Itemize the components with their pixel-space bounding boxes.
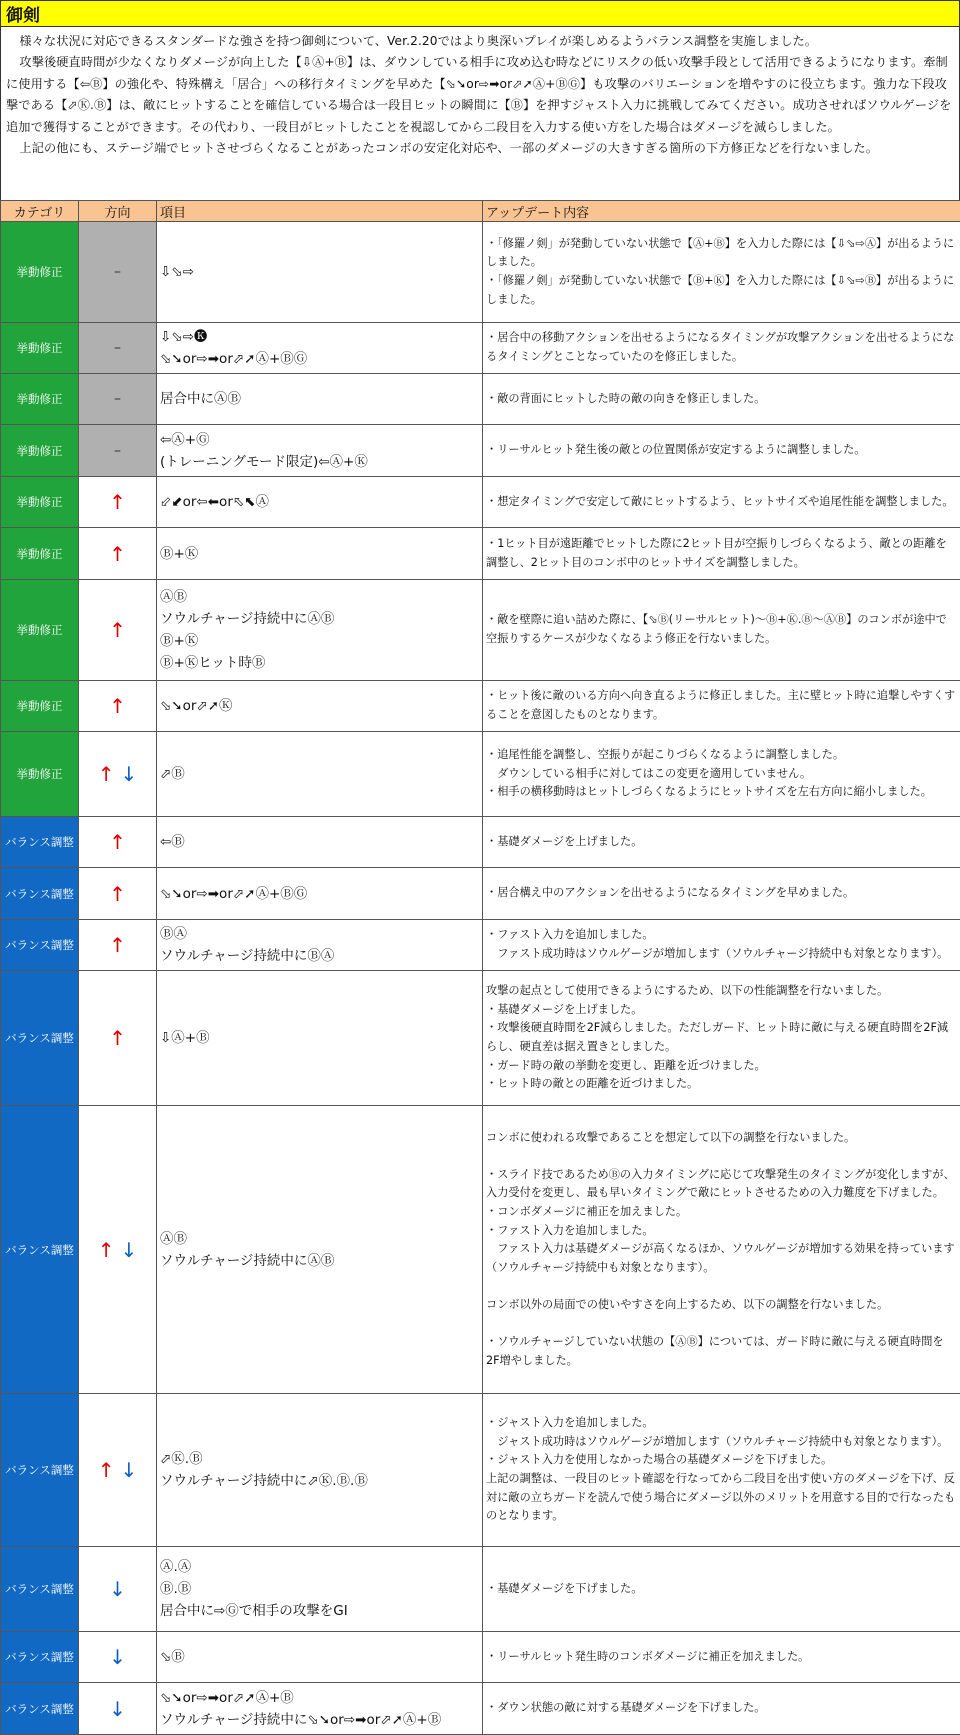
content-line: ・「修羅ノ剣」が発動していない状態で【Ⓐ+Ⓑ】を入力した際には【⇩⬂⇨Ⓐ】が出るようにしました。 (486, 236, 955, 269)
direction-cell (79, 1547, 157, 1632)
content-line: ・「修羅ノ剣」が発動していない状態で【Ⓑ+Ⓚ】を入力した際には【⇩⬂⇨Ⓑ】が出るようにしました。 (486, 274, 955, 306)
category-cell: 挙動修正 (1, 580, 79, 681)
category-cell: バランス調整 (1, 971, 79, 1106)
item-line: ⇦Ⓐ+Ⓖ (160, 431, 210, 448)
arrow-up-icon: ↑ (109, 694, 126, 718)
item-line: ソウルチャージ持続中にⒷⒶ (160, 948, 335, 964)
content-line: ・敵を壁際に追い詰めた際に、【⬂Ⓑ(リーサルヒット)〜Ⓑ+Ⓚ.Ⓑ〜ⒶⒷ】のコンボが途中で空振りするケースが少なくなるよう修正を行ないました。 (486, 613, 947, 645)
content-cell (483, 1394, 960, 1547)
table-row (1, 971, 960, 1106)
direction-cell (79, 1394, 157, 1547)
arrow-down-icon: ↓ (109, 1696, 126, 1721)
item-line: 居合中にⒶⒷ (160, 391, 241, 407)
content-cell (483, 528, 960, 580)
content-line: ・1ヒット目が遠距離でヒットした際に2ヒット目が空振りしづらくなるよう、敵との距離を調整し、2ヒット目のコンボ中のヒットサイズを調整しました。 (486, 536, 947, 569)
item-line: ⒷⒶ (160, 926, 187, 942)
table-row (1, 681, 960, 732)
content-line: ・基礎ダメージを下げました。 (486, 1581, 643, 1595)
content-line: ・ファスト入力を追加しました。 (486, 1223, 654, 1237)
content-line: ・ソウルチャージしていない状態の【ⒶⒷ】については、ガード時に敵に与える硬直時間を2F増やしました。 (486, 1335, 944, 1367)
header-content: アップデート内容 (483, 201, 960, 222)
arrow-down-icon: ↓ (120, 1237, 138, 1262)
direction-cell (79, 477, 157, 528)
arrow-up-icon: ↑ (97, 1458, 115, 1482)
category-cell: 挙動修正 (1, 681, 79, 732)
item-line: ⒶⒷ (160, 1230, 187, 1247)
item-line: Ⓑ+Ⓚ (160, 545, 199, 562)
content-line: ・コンボダメージに補正を加えました。 (486, 1205, 688, 1219)
item-cell (157, 477, 483, 528)
item-cell (157, 971, 483, 1106)
intro-paragraph: 様々な状況に対応できるスタンダードな強さを持つ御剣について、Ver.2.20ではより奥深いプレイが楽しめるようバランス調整を実施しました。 (19, 34, 818, 48)
content-cell (483, 580, 960, 681)
category-cell: バランス調整 (1, 868, 79, 920)
table-row (1, 1106, 960, 1394)
content-line: ・リーサルヒット発生後の敵との位置関係が安定するように調整しました。 (486, 443, 866, 457)
content-line: ダウンしている相手に対してはこの変更を適用していません。 (486, 766, 812, 780)
direction-cell (79, 528, 157, 580)
content-line: ・ガード時の敵の挙動を変更し、距離を近づけました。 (486, 1058, 766, 1072)
header-direction: 方向 (79, 201, 157, 222)
table-row (1, 222, 960, 323)
content-line: ・基礎ダメージを上げました。 (486, 834, 643, 848)
header-category: カテゴリ (1, 201, 79, 222)
table-row (1, 580, 960, 681)
content-cell (483, 222, 960, 323)
direction-cell (79, 868, 157, 920)
arrow-up-icon: ↑ (97, 1237, 115, 1262)
content-line: ファスト入力は基礎ダメージが高くなるほか、ソウルゲージが増加する効果を持っています（ソウルチャージ持続中も対象となります）。 (486, 1242, 955, 1274)
item-cell (157, 374, 483, 425)
item-line: ⬂➘or⇨➡or⬀➚Ⓐ+Ⓑ (160, 1689, 294, 1706)
item-cell (157, 1547, 483, 1632)
content-cell (483, 1632, 960, 1683)
item-line: ⬂➘or⬀➚Ⓚ (160, 698, 233, 714)
content-cell (483, 323, 960, 374)
table-body (1, 222, 960, 1735)
arrow-down-icon: ↓ (109, 1577, 126, 1601)
direction-cell (79, 817, 157, 868)
category-cell: 挙動修正 (1, 222, 79, 323)
table-row (1, 1683, 960, 1735)
table-row (1, 425, 960, 477)
direction-cell (79, 1106, 157, 1394)
content-line: ・ヒット時の敵との距離を近づけました。 (486, 1077, 699, 1091)
item-cell (157, 1106, 483, 1394)
arrow-up-icon: ↑ (109, 541, 126, 566)
table-row (1, 528, 960, 580)
item-line: ⇩⬂⇨ (160, 264, 194, 280)
category-cell: バランス調整 (1, 817, 79, 868)
content-cell (483, 681, 960, 732)
table-row (1, 1547, 960, 1632)
intro-section (0, 27, 960, 200)
arrow-up-icon: ↑ (109, 618, 126, 642)
direction-cell (79, 732, 157, 817)
item-cell (157, 425, 483, 477)
arrow-down-icon: ↓ (109, 1645, 126, 1669)
content-line: コンボ以外の局面での使いやすさを向上するため、以下の調整を行ないました。 (486, 1297, 889, 1311)
category-cell: 挙動修正 (1, 528, 79, 580)
direction-cell: – (79, 425, 157, 477)
content-cell (483, 817, 960, 868)
item-line: ⬃⬋or⇦⬅or⬁⬉Ⓐ (160, 494, 269, 510)
item-line: ⬂Ⓑ (160, 1649, 185, 1665)
category-cell: バランス調整 (1, 920, 79, 971)
item-line: ソウルチャージ持続中にⒶⒷ (160, 611, 335, 627)
item-line: Ⓐ.Ⓐ (160, 1559, 192, 1575)
arrow-down-icon: ↓ (120, 762, 138, 786)
content-cell (483, 971, 960, 1106)
direction-cell (79, 1683, 157, 1735)
table-row (1, 1394, 960, 1547)
item-line: ソウルチャージ持続中に⬀Ⓚ.Ⓑ.Ⓑ (160, 1473, 368, 1489)
item-cell (157, 1394, 483, 1547)
content-line: ・居合構え中のアクションを出せるようになるタイミングを早めました。 (486, 886, 855, 900)
content-line: ファスト成功時はソウルゲージが増加します（ソウルチャージ持続中も対象となります）。 (486, 947, 949, 960)
table-row (1, 323, 960, 374)
item-cell (157, 1632, 483, 1683)
content-line: ジャスト成功時はソウルゲージが増加します（ソウルチャージ持続中も対象となります）。 (486, 1434, 949, 1448)
content-line: ・ファスト入力を追加しました。 (486, 928, 654, 942)
item-cell (157, 222, 483, 323)
content-line: ・敵の背面にヒットした時の敵の向きを修正しました。 (486, 391, 766, 405)
category-cell: バランス調整 (1, 1394, 79, 1547)
content-cell (483, 1106, 960, 1394)
item-line: (トレーニングモード限定)⇦Ⓐ+Ⓚ (160, 453, 368, 470)
table-row (1, 1632, 960, 1683)
table-row (1, 374, 960, 425)
arrow-up-icon: ↑ (109, 933, 126, 957)
content-line: 攻撃の起点として使用できるようにするため、以下の性能調整を行ないました。 (486, 984, 889, 998)
item-line: Ⓑ+Ⓚヒット時Ⓑ (160, 655, 266, 671)
content-line: ・追尾性能を調整し、空振りが起こりづらくなるように調整しました。 (486, 748, 845, 762)
content-line: ・リーサルヒット発生時のコンボダメージに補正を加えました。 (486, 1649, 810, 1663)
table-header-row (1, 201, 960, 222)
arrow-down-icon: ↓ (120, 1458, 138, 1482)
content-line: ・ヒット後に敵のいる方向へ向き直るように修正しました。主に壁ヒット時に追撃しやすくすることを意図したものとなります。 (486, 689, 956, 721)
direction-cell (79, 920, 157, 971)
direction-cell (79, 681, 157, 732)
table-row (1, 817, 960, 868)
table-row (1, 732, 960, 817)
item-line: 居合中に⇨Ⓖで相手の攻撃をGI (160, 1603, 348, 1619)
content-cell (483, 1683, 960, 1735)
content-line: 上記の調整は、一段目のヒット確認を行なってから二段目を出す使い方のダメージを下げ、反対に敵の立ちガードを読んで使う場合にダメージ以外のメリットを用意する目的で行なったものとなります。 (486, 1472, 956, 1523)
content-line: ・基礎ダメージを上げました。 (486, 1002, 643, 1016)
content-line (486, 1147, 957, 1166)
table-row (1, 477, 960, 528)
content-line: ・ジャスト入力を追加しました。 (486, 1416, 654, 1430)
arrow-up-icon: ↑ (109, 490, 126, 514)
category-cell: 挙動修正 (1, 425, 79, 477)
content-line: ・想定タイミングで安定して敵にヒットするよう、ヒットサイズや追尾性能を調整しました。 (486, 494, 954, 508)
content-cell (483, 868, 960, 920)
item-cell (157, 528, 483, 580)
category-cell: バランス調整 (1, 1106, 79, 1394)
arrow-up-icon: ↑ (97, 762, 115, 786)
content-line: ・居合中の移動アクションを出せるようになるタイミングが攻撃アクションを出せるようになるタイミングとことなっていたのを修正しました。 (486, 331, 955, 363)
category-cell: 挙動修正 (1, 732, 79, 817)
intro-paragraph: 攻撃後硬直時間が少なくなりダメージが向上した【⇩Ⓐ+Ⓑ】は、ダウンしている相手に攻め込む時などにリスクの低い攻撃手段として活用できるようになります。牽制に使用する【⇦Ⓑ】の強化や、特殊構え「居合」への移行タイミングを早めた【⬂➘or⇨➡or⬀➚Ⓐ+ⒷⒼ】も攻撃のバリエーションを増やすのに役立ちます。強力な下段攻撃である【⬀Ⓚ.Ⓑ】は、敵にヒットすることを確信している場合は一段目ヒットの瞬間に【Ⓑ】を押すジャスト入力に挑戦してみてください。成功させればソウルゲージを追加で獲得することができます。その代わり、一段目がヒットしたことを視認してから二段目を入力する使い方をした場合はダメージを減らしました。 (6, 55, 952, 134)
content-cell (483, 920, 960, 971)
direction-cell (79, 580, 157, 681)
direction-cell: – (79, 323, 157, 374)
arrow-up-icon: ↑ (109, 1026, 126, 1050)
item-cell (157, 868, 483, 920)
category-cell: 挙動修正 (1, 374, 79, 425)
content-line: ・攻撃後硬直時間を2F減らしました。ただしガード、ヒット時に敵に与える硬直時間を2F減らし、硬直差は据え置きとしました。 (486, 1021, 949, 1053)
item-line: ソウルチャージ持続中にⒶⒷ (160, 1252, 335, 1269)
update-table (0, 200, 960, 1735)
content-cell (483, 1547, 960, 1632)
category-cell: 挙動修正 (1, 323, 79, 374)
item-cell (157, 732, 483, 817)
direction-cell (79, 1632, 157, 1683)
content-cell (483, 425, 960, 477)
item-line: ⇩⬂⇨🅚 (160, 329, 208, 345)
direction-cell: – (79, 222, 157, 323)
direction-cell: – (79, 374, 157, 425)
category-cell: バランス調整 (1, 1683, 79, 1735)
item-line: ⬀Ⓑ (160, 766, 185, 782)
table-row (1, 868, 960, 920)
content-line: ・相手の横移動時はヒットしづらくなるようにヒットサイズを左右方向に縮小しました。 (486, 785, 932, 799)
content-line: ・ダウン状態の敵に対する基礎ダメージを下げました。 (486, 1701, 766, 1715)
item-line: ⒶⒷ (160, 589, 187, 605)
item-cell (157, 920, 483, 971)
intro-paragraph: 上記の他にも、ステージ端でヒットさせづらくなることがあったコンボの安定化対応や、一部のダメージの大きすぎる箇所の下方修正などを行ないました。 (19, 141, 879, 156)
arrow-up-icon: ↑ (109, 881, 126, 906)
header-item: 項目 (157, 201, 483, 222)
direction-cell (79, 971, 157, 1106)
table-row (1, 920, 960, 971)
item-line: Ⓑ.Ⓑ (160, 1581, 192, 1597)
content-cell (483, 374, 960, 425)
item-cell (157, 817, 483, 868)
item-line: Ⓑ+Ⓚ (160, 633, 199, 649)
character-title: 御剣 (0, 0, 960, 27)
content-line (486, 1315, 957, 1334)
content-cell (483, 732, 960, 817)
category-cell: バランス調整 (1, 1632, 79, 1683)
item-cell (157, 1683, 483, 1735)
item-cell (157, 681, 483, 732)
item-line: ⬀Ⓚ.Ⓑ (160, 1451, 203, 1467)
item-line: ⬂➘or⇨➡or⬀➚Ⓐ+ⒷⒼ (160, 351, 308, 367)
content-line: ・スライド技であるためⒷの入力タイミングに応じて攻撃発生のタイミングが変化しますが、入力受付を変更し、最も早いタイミングで敵にヒットさせるための入力難度を下げました。 (486, 1167, 955, 1200)
item-cell (157, 580, 483, 681)
item-cell (157, 323, 483, 374)
content-line (486, 1277, 957, 1296)
item-line: ⇩Ⓐ+Ⓑ (160, 1030, 210, 1046)
arrow-up-icon: ↑ (109, 830, 126, 854)
category-cell: バランス調整 (1, 1547, 79, 1632)
category-cell: 挙動修正 (1, 477, 79, 528)
item-line: ⇦Ⓑ (160, 834, 185, 850)
content-line: コンボに使われる攻撃であることを想定して以下の調整を行ないました。 (486, 1130, 856, 1144)
content-line: ・ジャスト入力を使用しなかった場合の基礎ダメージを下げました。 (486, 1453, 833, 1467)
item-line: ソウルチャージ持続中に⬂➘or⇨➡or⬀➚Ⓐ+Ⓑ (160, 1711, 442, 1728)
content-cell (483, 477, 960, 528)
item-line: ⬂➘or⇨➡or⬀➚Ⓐ+ⒷⒼ (160, 885, 308, 902)
